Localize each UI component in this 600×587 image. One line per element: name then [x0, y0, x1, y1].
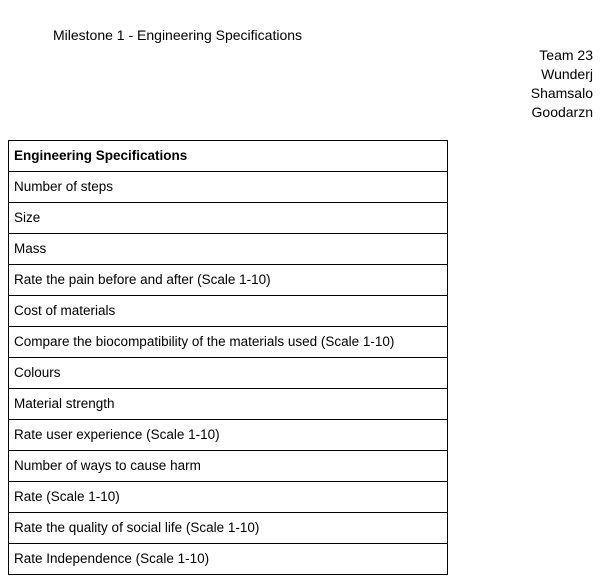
table-row: Compare the biocompatibility of the materials used (Scale 1-10): [9, 326, 447, 357]
table-row: Rate Independence (Scale 1-10): [9, 543, 447, 574]
table-row: Colours: [9, 357, 447, 388]
table-row: Rate the quality of social life (Scale 1-10): [9, 512, 447, 543]
table-row: Mass: [9, 233, 447, 264]
table-row: Rate (Scale 1-10): [9, 481, 447, 512]
document-title: Milestone 1 - Engineering Specifications: [53, 27, 303, 43]
table-row: Rate user experience (Scale 1-10): [9, 419, 447, 450]
table-row: Cost of materials: [9, 295, 447, 326]
team-info: [531, 46, 593, 122]
table-row: Size: [9, 202, 447, 233]
team-member-1: Wunderj: [541, 66, 593, 82]
table-header: Engineering Specifications: [14, 148, 188, 163]
table-row: Rate the pain before and after (Scale 1-10): [9, 264, 447, 295]
table-row: Material strength: [9, 388, 447, 419]
table-row: Number of ways to cause harm: [9, 450, 447, 481]
engineering-specifications-table: [8, 140, 448, 575]
table-row: Number of steps: [9, 171, 447, 202]
team-member-3: Goodarzn: [531, 104, 593, 120]
team-member-2: Shamsalo: [530, 85, 593, 101]
team-number: Team 23: [539, 47, 593, 63]
